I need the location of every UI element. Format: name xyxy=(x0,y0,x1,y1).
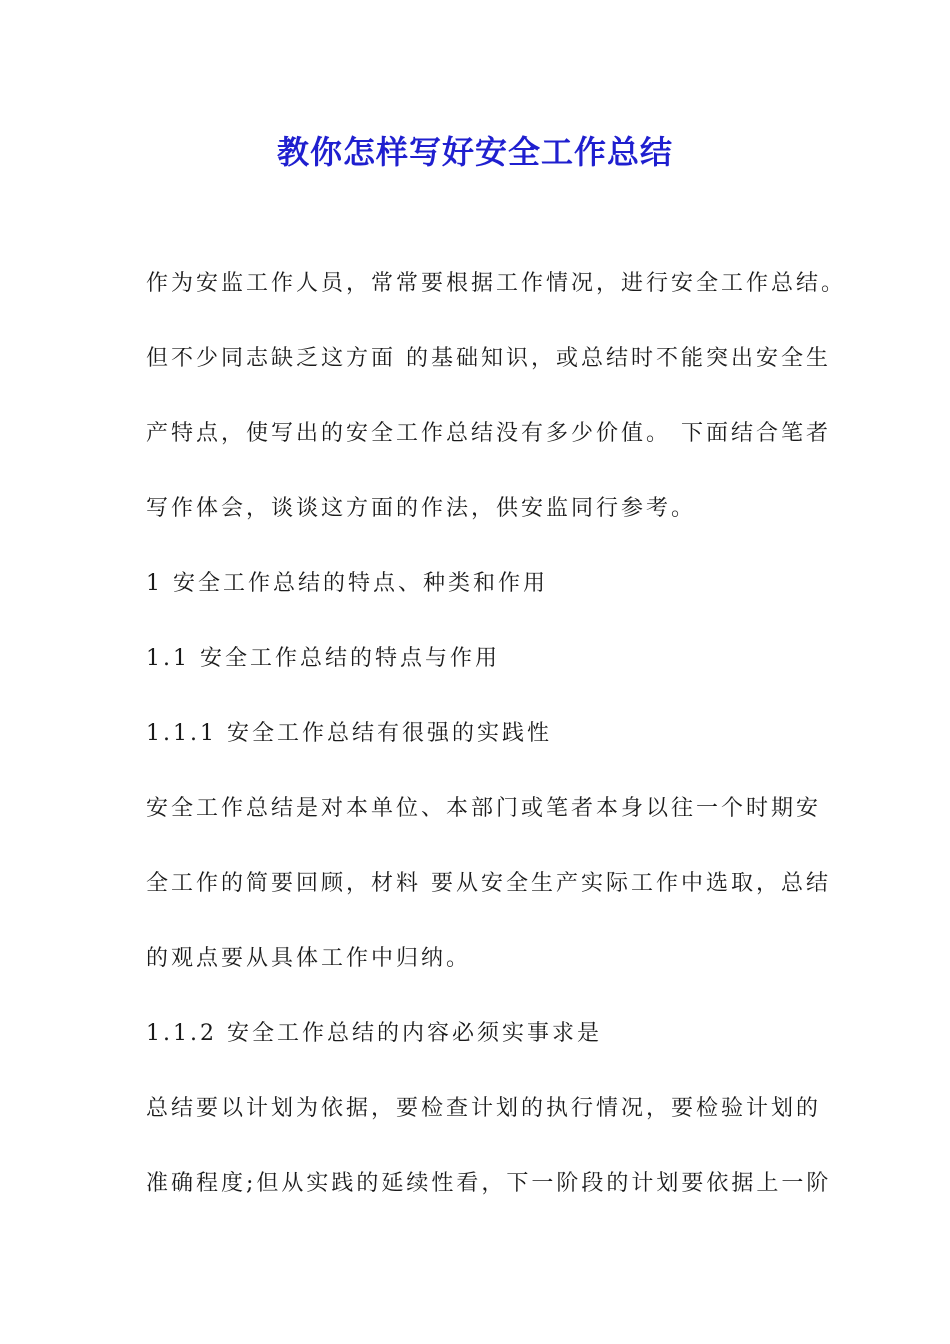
subsubsection-heading: 1.1.1 安全工作总结有很强的实践性 xyxy=(146,721,552,746)
section-heading: 1 安全工作总结的特点、种类和作用 xyxy=(146,571,548,596)
paragraph-line: 写作体会，谈谈这方面的作法，供安监同行参考。 xyxy=(146,496,697,521)
paragraph-line: 的观点要从具体工作中归纳。 xyxy=(146,946,472,971)
document-title: 教你怎样写好安全工作总结 xyxy=(276,133,673,171)
paragraph-line: 产特点，使写出的安全工作总结没有多少价值。 下面结合笔者 xyxy=(146,421,831,446)
paragraph-line: 全工作的简要回顾，材料 要从安全生产实际工作中选取，总结 xyxy=(146,871,831,896)
subsection-heading: 1.1 安全工作总结的特点与作用 xyxy=(146,646,500,671)
paragraph-line: 总结要以计划为依据，要检查计划的执行情况，要检验计划的 xyxy=(146,1096,822,1121)
paragraph-line: 但不少同志缺乏这方面 的基础知识，或总结时不能突出安全生 xyxy=(146,346,831,371)
subsubsection-heading: 1.1.2 安全工作总结的内容必须实事求是 xyxy=(146,1021,602,1046)
paragraph-line: 准确程度;但从实践的延续性看，下一阶段的计划要依据上一阶 xyxy=(146,1171,832,1196)
paragraph-line: 作为安监工作人员，常常要根据工作情况，进行安全工作总结。 xyxy=(146,271,847,296)
paragraph-line: 安全工作总结是对本单位、本部门或笔者本身以往一个时期安 xyxy=(146,796,822,821)
